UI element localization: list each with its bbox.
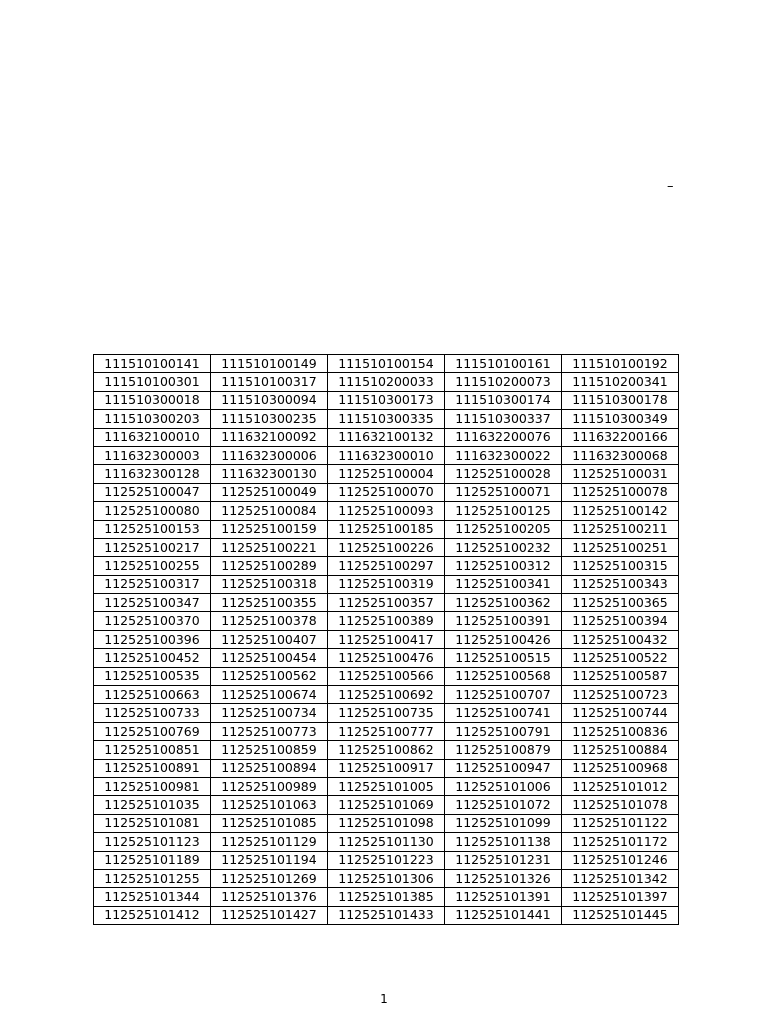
table-cell: 111632300128: [94, 465, 211, 483]
table-cell: 112525100663: [94, 686, 211, 704]
table-cell: 112525100226: [328, 538, 445, 556]
table-row: [94, 612, 679, 630]
table-cell: 112525101412: [94, 906, 211, 924]
table-cell: 112525101099: [445, 814, 562, 832]
table-cell: 112525100080: [94, 502, 211, 520]
table-cell: 112525100153: [94, 520, 211, 538]
table-cell: 112525101344: [94, 888, 211, 906]
table-cell: 111510300335: [328, 410, 445, 428]
page-number: 1: [380, 992, 388, 1006]
table-cell: 112525101006: [445, 777, 562, 795]
table-cell: 112525100707: [445, 686, 562, 704]
table-cell: 112525101433: [328, 906, 445, 924]
table-cell: 112525100312: [445, 557, 562, 575]
table-cell: 112525101012: [562, 777, 679, 795]
table-cell: 112525100562: [211, 667, 328, 685]
table-cell: 112525101078: [562, 796, 679, 814]
table-cell: 111510100141: [94, 355, 211, 373]
table-cell: 112525100093: [328, 502, 445, 520]
table-cell: 112525100251: [562, 538, 679, 556]
table-cell: 112525100347: [94, 594, 211, 612]
table-cell: 111510300203: [94, 410, 211, 428]
table-cell: 111632100010: [94, 428, 211, 446]
table-cell: 112525100735: [328, 704, 445, 722]
table-cell: 112525101326: [445, 869, 562, 887]
table-cell: 112525100028: [445, 465, 562, 483]
table-cell: 112525100891: [94, 759, 211, 777]
table-cell: 112525101376: [211, 888, 328, 906]
table-cell: 112525100566: [328, 667, 445, 685]
table-cell: 112525100317: [94, 575, 211, 593]
table-cell: 112525100734: [211, 704, 328, 722]
table-cell: 112525100185: [328, 520, 445, 538]
number-table: [93, 354, 679, 925]
table-cell: 112525100205: [445, 520, 562, 538]
table-cell: 112525100769: [94, 722, 211, 740]
table-cell: 111510100149: [211, 355, 328, 373]
table-cell: 112525101085: [211, 814, 328, 832]
table-cell: 111632300068: [562, 446, 679, 464]
table-cell: 112525101072: [445, 796, 562, 814]
table-cell: 112525100396: [94, 630, 211, 648]
table-row: [94, 594, 679, 612]
table-row: [94, 538, 679, 556]
table-cell: 111632100132: [328, 428, 445, 446]
table-cell: 112525101397: [562, 888, 679, 906]
table-cell: 111510100301: [94, 373, 211, 391]
table-cell: 112525101081: [94, 814, 211, 832]
table-row: [94, 502, 679, 520]
table-cell: 112525100389: [328, 612, 445, 630]
table-cell: 112525100947: [445, 759, 562, 777]
table-cell: 112525101385: [328, 888, 445, 906]
table-row: [94, 649, 679, 667]
table-row: [94, 906, 679, 924]
table-row: [94, 355, 679, 373]
table-cell: 112525100221: [211, 538, 328, 556]
table-cell: 112525100232: [445, 538, 562, 556]
table-cell: 112525101189: [94, 851, 211, 869]
header-dash-mark: –: [667, 179, 674, 194]
table-cell: 112525101063: [211, 796, 328, 814]
table-cell: 112525100968: [562, 759, 679, 777]
table-cell: 112525100733: [94, 704, 211, 722]
table-cell: 112525100125: [445, 502, 562, 520]
table-cell: 111510300174: [445, 391, 562, 409]
table-cell: 112525100879: [445, 741, 562, 759]
table-row: [94, 704, 679, 722]
table-cell: 112525100365: [562, 594, 679, 612]
table-cell: 112525100426: [445, 630, 562, 648]
table-cell: 111632300010: [328, 446, 445, 464]
table-cell: 112525100777: [328, 722, 445, 740]
table-row: [94, 557, 679, 575]
table-cell: 111632200166: [562, 428, 679, 446]
table-cell: 112525101172: [562, 833, 679, 851]
table-cell: 112525100394: [562, 612, 679, 630]
table-cell: 111632300022: [445, 446, 562, 464]
table-cell: 112525100723: [562, 686, 679, 704]
table-row: [94, 630, 679, 648]
table-cell: 112525100318: [211, 575, 328, 593]
table-cell: 112525100084: [211, 502, 328, 520]
table-cell: 112525100981: [94, 777, 211, 795]
table-row: [94, 446, 679, 464]
table-cell: 112525100917: [328, 759, 445, 777]
table-cell: 111632200076: [445, 428, 562, 446]
table-cell: 112525100071: [445, 483, 562, 501]
table-row: [94, 667, 679, 685]
table-cell: 112525101138: [445, 833, 562, 851]
table-row: [94, 741, 679, 759]
table-row: [94, 465, 679, 483]
table-cell: 112525101269: [211, 869, 328, 887]
table-row: [94, 410, 679, 428]
table-cell: 112525100417: [328, 630, 445, 648]
table-row: [94, 428, 679, 446]
table-cell: 112525100078: [562, 483, 679, 501]
table-cell: 112525100362: [445, 594, 562, 612]
table-cell: 112525100476: [328, 649, 445, 667]
table-cell: 111510100317: [211, 373, 328, 391]
table-cell: 111510100161: [445, 355, 562, 373]
table-cell: 112525100535: [94, 667, 211, 685]
table-cell: 112525100859: [211, 741, 328, 759]
table-cell: 112525101223: [328, 851, 445, 869]
table-row: [94, 869, 679, 887]
table-cell: 111510300349: [562, 410, 679, 428]
table-cell: 112525100255: [94, 557, 211, 575]
table-cell: 112525101445: [562, 906, 679, 924]
table-cell: 112525100836: [562, 722, 679, 740]
table-cell: 112525100142: [562, 502, 679, 520]
table-cell: 111510300178: [562, 391, 679, 409]
table-cell: 112525101123: [94, 833, 211, 851]
table-cell: 112525100692: [328, 686, 445, 704]
table-cell: 111510200341: [562, 373, 679, 391]
table-cell: 112525100319: [328, 575, 445, 593]
table-cell: 112525100894: [211, 759, 328, 777]
table-row: [94, 520, 679, 538]
table-cell: 112525100370: [94, 612, 211, 630]
table-cell: 112525101231: [445, 851, 562, 869]
table-cell: 112525101005: [328, 777, 445, 795]
table-cell: 112525100568: [445, 667, 562, 685]
table-cell: 112525100454: [211, 649, 328, 667]
table-cell: 112525100407: [211, 630, 328, 648]
table-cell: 112525100217: [94, 538, 211, 556]
table-cell: 112525100515: [445, 649, 562, 667]
table-cell: 112525101069: [328, 796, 445, 814]
table-cell: 112525101129: [211, 833, 328, 851]
table-cell: 112525100862: [328, 741, 445, 759]
table-cell: 112525100031: [562, 465, 679, 483]
table-cell: 112525100741: [445, 704, 562, 722]
table-cell: 112525100378: [211, 612, 328, 630]
table-cell: 112525100452: [94, 649, 211, 667]
table-cell: 112525100289: [211, 557, 328, 575]
table-cell: 111632300006: [211, 446, 328, 464]
table-cell: 112525100047: [94, 483, 211, 501]
table-cell: 112525101194: [211, 851, 328, 869]
table-cell: 112525100004: [328, 465, 445, 483]
table-cell: 112525101391: [445, 888, 562, 906]
table-row: [94, 686, 679, 704]
table-row: [94, 833, 679, 851]
table-row: [94, 391, 679, 409]
table-cell: 112525100315: [562, 557, 679, 575]
table-cell: 112525101342: [562, 869, 679, 887]
table-cell: 111510300018: [94, 391, 211, 409]
table-row: [94, 851, 679, 869]
table-cell: 112525100391: [445, 612, 562, 630]
table-cell: 112525100851: [94, 741, 211, 759]
table-cell: 111632100092: [211, 428, 328, 446]
table-row: [94, 575, 679, 593]
table-cell: 111510100192: [562, 355, 679, 373]
table-cell: 112525100357: [328, 594, 445, 612]
table-cell: 111510200073: [445, 373, 562, 391]
table-cell: 112525100297: [328, 557, 445, 575]
table-cell: 112525101255: [94, 869, 211, 887]
table-cell: 111510300094: [211, 391, 328, 409]
table-cell: 112525100432: [562, 630, 679, 648]
table-cell: 112525101035: [94, 796, 211, 814]
table-cell: 111632300130: [211, 465, 328, 483]
table-row: [94, 796, 679, 814]
table-cell: 112525101098: [328, 814, 445, 832]
table-row: [94, 373, 679, 391]
number-table-body: [94, 355, 679, 925]
table-cell: 112525101122: [562, 814, 679, 832]
table-cell: 112525100674: [211, 686, 328, 704]
table-cell: 112525100744: [562, 704, 679, 722]
table-cell: 112525101427: [211, 906, 328, 924]
table-row: [94, 722, 679, 740]
table-cell: 112525101130: [328, 833, 445, 851]
table-cell: 112525100341: [445, 575, 562, 593]
table-cell: 112525100159: [211, 520, 328, 538]
table-cell: 112525101306: [328, 869, 445, 887]
table-cell: 112525100587: [562, 667, 679, 685]
table-cell: 111632300003: [94, 446, 211, 464]
table-cell: 111510200033: [328, 373, 445, 391]
table-cell: 112525100355: [211, 594, 328, 612]
table-row: [94, 759, 679, 777]
table-cell: 111510300235: [211, 410, 328, 428]
table-cell: 112525101441: [445, 906, 562, 924]
table-cell: 112525100773: [211, 722, 328, 740]
table-row: [94, 814, 679, 832]
table-cell: 112525100211: [562, 520, 679, 538]
table-cell: 112525100522: [562, 649, 679, 667]
table-cell: 112525100989: [211, 777, 328, 795]
table-cell: 112525100791: [445, 722, 562, 740]
table-row: [94, 483, 679, 501]
table-row: [94, 888, 679, 906]
table-cell: 111510300337: [445, 410, 562, 428]
table-cell: 112525100884: [562, 741, 679, 759]
table-cell: 112525101246: [562, 851, 679, 869]
table-cell: 111510300173: [328, 391, 445, 409]
table-cell: 112525100343: [562, 575, 679, 593]
table-row: [94, 777, 679, 795]
table-cell: 112525100070: [328, 483, 445, 501]
table-cell: 111510100154: [328, 355, 445, 373]
table-cell: 112525100049: [211, 483, 328, 501]
